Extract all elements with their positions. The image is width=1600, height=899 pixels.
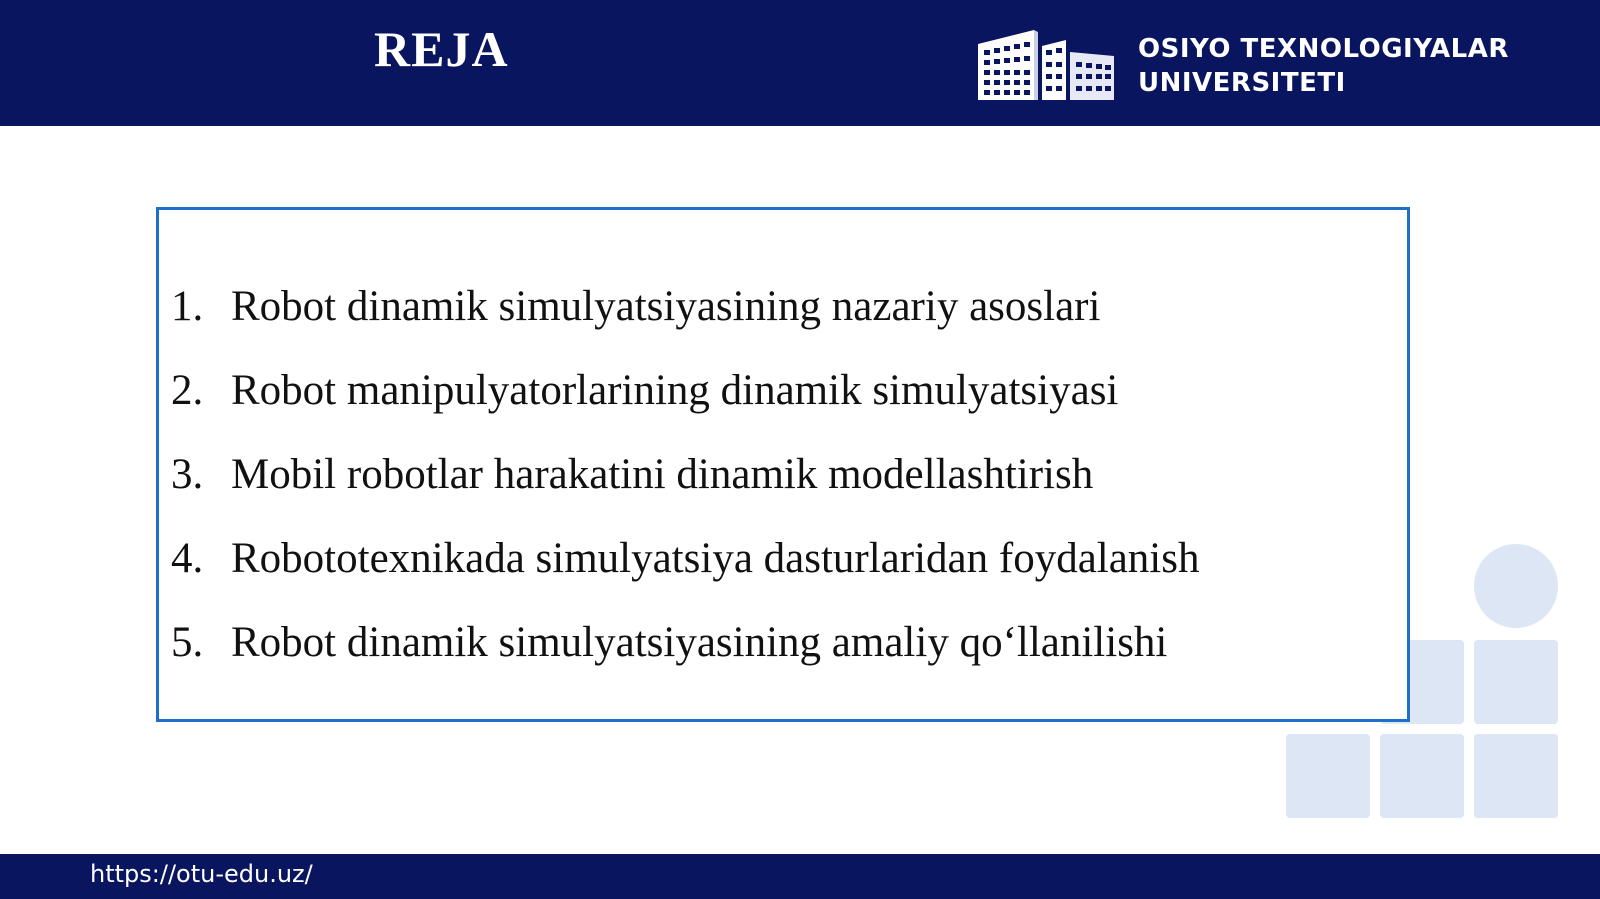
footer-bar <box>0 854 1600 899</box>
university-building-icon <box>974 26 1120 102</box>
university-name-line2: UNIVERSITETI <box>1138 68 1346 98</box>
plan-box <box>156 207 1410 722</box>
list-item-number: 3. <box>171 451 204 498</box>
list-item <box>171 534 1200 618</box>
list-item-number: 5. <box>171 619 204 666</box>
header-bar <box>0 0 1600 126</box>
list-item-text: Mobil robotlar harakatini dinamik modellashtirish <box>231 451 1094 498</box>
university-name <box>1138 32 1509 100</box>
slide-title: REJA <box>374 21 509 77</box>
list-item-number: 4. <box>171 535 204 582</box>
list-item-text: Robototexnikada simulyatsiya dasturlaridan foydalanish <box>231 535 1200 582</box>
university-name-line1: OSIYO TEXNOLOGIYALAR <box>1138 34 1509 64</box>
list-item <box>171 618 1200 702</box>
list-item-text: Robot dinamik simulyatsiyasining amaliy qo‘llanilishi <box>231 619 1168 666</box>
plan-list <box>171 282 1200 702</box>
list-item-text: Robot manipulyatorlarining dinamik simulyatsiyasi <box>231 367 1119 414</box>
list-item <box>171 282 1200 366</box>
footer-url-link[interactable]: https://otu-edu.uz/ <box>90 860 313 888</box>
list-item-number: 1. <box>171 283 204 330</box>
list-item <box>171 366 1200 450</box>
list-item-text: Robot dinamik simulyatsiyasining nazariy asoslari <box>231 283 1101 330</box>
list-item <box>171 450 1200 534</box>
list-item-number: 2. <box>171 367 204 414</box>
